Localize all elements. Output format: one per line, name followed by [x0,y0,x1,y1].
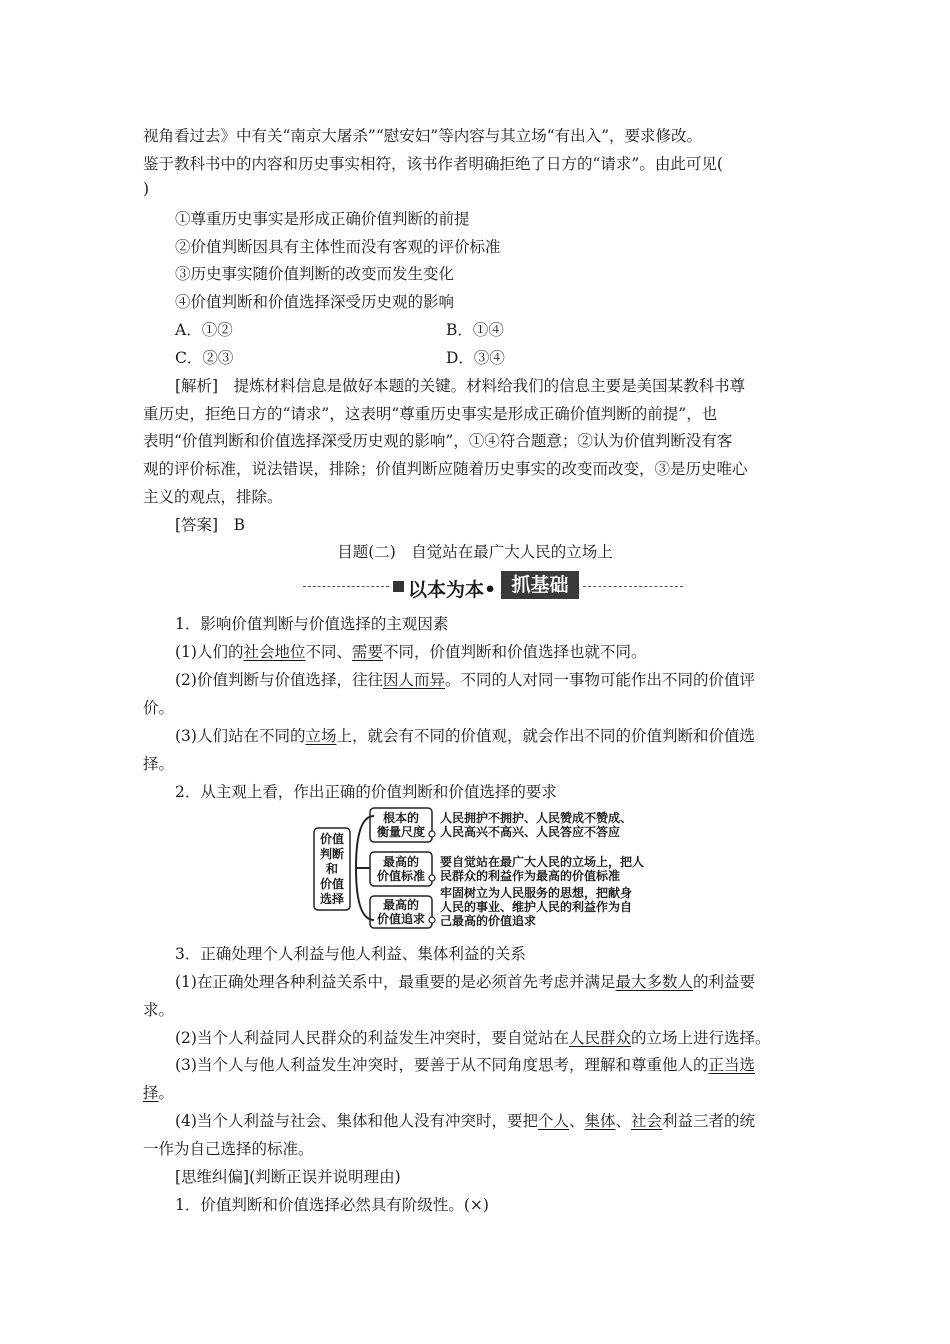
blank-answer: 社会 [631,1112,663,1130]
banner-right-text: 抓基础 [501,571,579,599]
text: 不同，价值判断和价值选择也就不同。 [383,643,647,661]
point-3-2 [175,1026,771,1048]
text: 、 [568,1112,585,1130]
branch-3-text [440,886,632,928]
text: (3)人们站在不同的 [175,727,306,745]
branch-1-text [440,811,632,839]
branch-3-label [374,898,428,926]
analysis-line-1: [解析] 提炼材料信息是做好本题的关键。材料给我们的信息主要是美国某教科书尊 [175,377,746,395]
point-3-1 [175,970,755,992]
text: (2)价值判断与价值选择，往往 [175,671,383,689]
root-line: 判断 [320,847,345,861]
point-2-title: 2．从主观上看，作出正确的价值判断和价值选择的要求 [175,783,557,801]
root-line: 和 [325,862,338,876]
text: (1)人们的 [175,643,244,661]
answer-line: [答案] B [175,516,245,534]
text: (4)当个人利益与社会、集体和他人没有冲突时，要把 [175,1112,538,1130]
question-stem-line-2: 鉴于教科书中的内容和历史事实相符，该书作者明确拒绝了日方的“请求”。由此可见( [143,155,723,173]
banner-square-icon [393,581,404,592]
blank-answer: 社会地位 [243,643,306,661]
statement-4: ④价值判断和价值选择深受历史观的影响 [175,293,455,311]
text: 、 [615,1112,632,1130]
label-line: 最高的 [382,898,419,912]
text-line: 人民的事业、维护人民的利益作为自 [440,900,633,914]
text: 的利益要 [692,973,755,991]
point-3-3-cont [143,1081,174,1103]
text-line: 己最高的价值追求 [440,914,537,928]
text: 。不同的人对同一事物可能作出不同的价值评 [444,671,755,689]
statement-3: ③历史事实随价值判断的改变而发生变化 [175,265,455,283]
blank-answer: 需要 [352,643,384,661]
root-line: 选择 [320,892,345,906]
question-stem-line-3: ) [143,180,150,198]
point-1-title: 1．影响价值判断与价值选择的主观因素 [175,615,449,633]
statement-1: ①尊重历史事实是形成正确价值判断的前提 [175,210,470,228]
text-line: 人民高兴不高兴、人民答应不答应 [440,825,621,839]
blank-answer: 正当选 [708,1056,755,1074]
analysis-line-4: 观的评价标准，说法错误，排除；价值判断应随着历史事实的改变而改变，③是历史唯心 [143,460,748,478]
point-1-3 [175,724,755,746]
point-1-2-cont: 价。 [143,699,175,717]
option-d: D．③④ [446,349,505,367]
analysis-line-3: 表明“价值判断和价值选择深受历史观的影响”，①④符合题意；②认为价值判断没有客 [143,432,733,450]
point-1-1 [175,640,647,662]
root-line: 价值 [320,877,345,891]
blank-answer: 集体 [584,1112,616,1130]
point-1-3-cont: 择。 [143,755,175,773]
root-line: 价值 [320,832,345,846]
banner-left-text: 以本为本• [408,579,497,601]
text: 不同、 [305,643,352,661]
text: 的立场上进行选择。 [630,1029,771,1047]
option-b: B．①④ [446,321,504,339]
text-line: 要自觉站在最广大人民的立场上，把人 [440,855,645,869]
branch-2-text [440,855,644,883]
text: (2)当个人利益同人民群众的利益发生冲突时，要自觉站在 [175,1029,569,1047]
label-line: 最高的 [382,855,419,869]
text: 。 [158,1084,175,1102]
text: (1)在正确处理各种利益关系中，最重要的是必须首先考虑并满足 [175,973,616,991]
statement-2: ②价值判断因具有主体性而没有客观的评价标准 [175,238,501,256]
point-3-4 [175,1109,755,1131]
blank-answer: 立场 [305,727,337,745]
blank-answer: 因人而异 [382,671,445,689]
text: (3)当个人与他人利益发生冲突时，要善于从不同角度思考，理解和尊重他人的 [175,1056,709,1074]
values-diagram [312,806,645,930]
text-line: 民群众的利益作为最高的价值标准 [440,869,621,883]
diagram-root-label [320,832,344,907]
text-line: 牢固树立为人民服务的思想，把献身 [440,886,633,900]
branch-2-label [374,855,428,883]
section-title: 目题(二) 自觉站在最广大人民的立场上 [337,543,613,561]
label-line: 价值标准 [376,869,425,883]
blank-answer: 个人 [537,1112,569,1130]
question-stem-line-1: 视角看过去》中有关“南京大屠杀”“慰安妇”等内容与其立场“有出入”，要求修改。 [143,127,703,145]
text: 利益三者的统 [662,1112,756,1130]
banner-right-rule [583,586,683,587]
thinking-title: [思维纠偏](判断正误并说明理由) [175,1168,401,1186]
point-3-4-cont: 一作为自己选择的标准。 [143,1140,314,1158]
option-a: A．①② [175,321,233,339]
analysis-line-5: 主义的观点，排除。 [143,488,283,506]
banner-left-rule [303,586,389,587]
section-banner [303,571,683,603]
label-line: 衡量尺度 [376,825,425,839]
blank-answer: 人民群众 [568,1029,631,1047]
blank-answer: 择 [143,1084,159,1102]
point-3-title: 3．正确处理个人利益与他人利益、集体利益的关系 [175,945,526,963]
text-line: 人民拥护不拥护、人民赞成不赞成、 [440,811,633,825]
blank-answer: 最大多数人 [615,973,693,991]
label-line: 根本的 [382,811,419,825]
point-1-2 [175,668,755,690]
label-line: 价值追求 [376,912,425,926]
analysis-line-2: 重历史，拒绝日方的“请求”，这表明“尊重历史事实是形成正确价值判断的前提”，也 [143,405,718,423]
thinking-q1: 1．价值判断和价值选择必然具有阶级性。(×) [175,1196,489,1214]
text: 上，就会有不同的价值观，就会作出不同的价值判断和价值选 [336,727,755,745]
point-3-3 [175,1053,755,1075]
option-c: C．②③ [175,349,234,367]
branch-1-label [374,811,428,839]
point-3-1-cont: 求。 [143,1001,175,1019]
